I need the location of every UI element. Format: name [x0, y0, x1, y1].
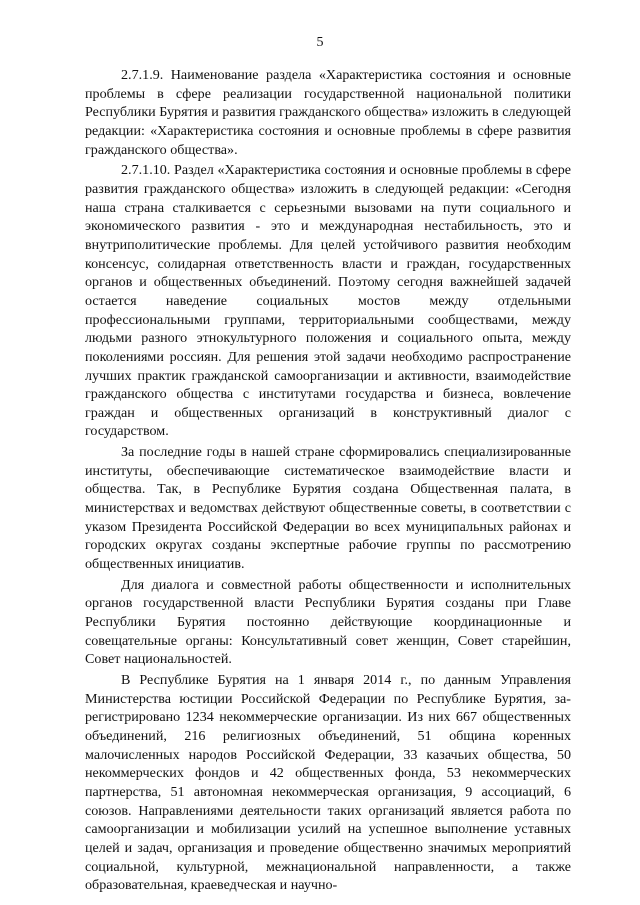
page-number: 5	[316, 35, 324, 50]
paragraph-nonprofit-statistics: В Республике Бурятия на 1 января 2014 г., по данным Управления Министерства юстиции Российской Федерации по Республике Бурятия, зарегистрировано 1234 некоммерческие организации. Из них 667 общественных объединений, 216 религиозных объединений, 51 община коренных малочисленных народов Российской Федерации, 33 казачьих общества, 50 некоммерческих фондов и 42 общественных фонда, 53 некоммерческих партнерства, 51 автономная некоммерческая организация, 9 ассоциаций, 6 союзов. Направлениями деятельности таких организаций является работа по самоорганизации и мобилизации усилий на успешное выполнение уставных целей и задач, организация и проведение общественно значимых мероприятий социальной, культурной, межнациональной направленности, а также образовательная, краеведческая и научно-	[85, 672, 571, 894]
paragraph-section-text-amendment: 2.7.1.10. Раздел «Характеристика состояния и основные проблемы в сфере развития гражданского общества» изложить в следующей редакции: «Сегодня наша страна сталкивается с серьезными вызовами на пути социального и экономического развития - это и международная нестабильность, это и внутриполитические проблемы. Для целей устойчивого развития необходим консенсус, солидарная ответственность власти и граждан, государственных органов и общественных объединений. Поэтому сегодня важнейшей задачей остается наведение социальных мостов между отдельными профессиональными группами, территориальными сообществами, между людьми разного этнокультурного положения и социального опыта, между поколениями россиян. Для решения этой задачи необходимо распространение лучших практик гражданской самоорганизации и активности, взаимодействие гражданского общества с институтами государства и бизнеса, вовлечение граждан и общественных организаций в конструктивный диалог с государством.	[85, 162, 571, 440]
document-body	[85, 66, 571, 897]
paragraph-specialized-institutions: За последние годы в нашей стране сформировались специализированные институты, обеспечивающие систематическое взаимодействие власти и общества. Так, в Республике Бурятия создана Общественная палата, в министерствах и ведомствах действуют общественные советы, в соответствии с указом Президента Российской Федерации во всех муниципальных районах и городских округах созданы экспертные рабочие группы по рассмотрению общественных инициатив.	[85, 444, 571, 573]
paragraph-section-name-amendment: 2.7.1.9. Наименование раздела «Характеристика состояния и основные проблемы в сфере реализации государственной национальной политики Республики Бурятия и развития гражданского общества» изложить в следующей редакции: «Характеристика состояния и основные проблемы в сфере развития гражданского общества».	[85, 67, 571, 158]
paragraph-consultative-bodies: Для диалога и совместной работы общественности и исполнительных органов государственной власти Республики Бурятия созданы при Главе Республики Бурятия постоянно действующие координационные и совещательные органы: Консультативный совет женщин, Совет старейшин, Совет национальностей.	[85, 576, 571, 668]
